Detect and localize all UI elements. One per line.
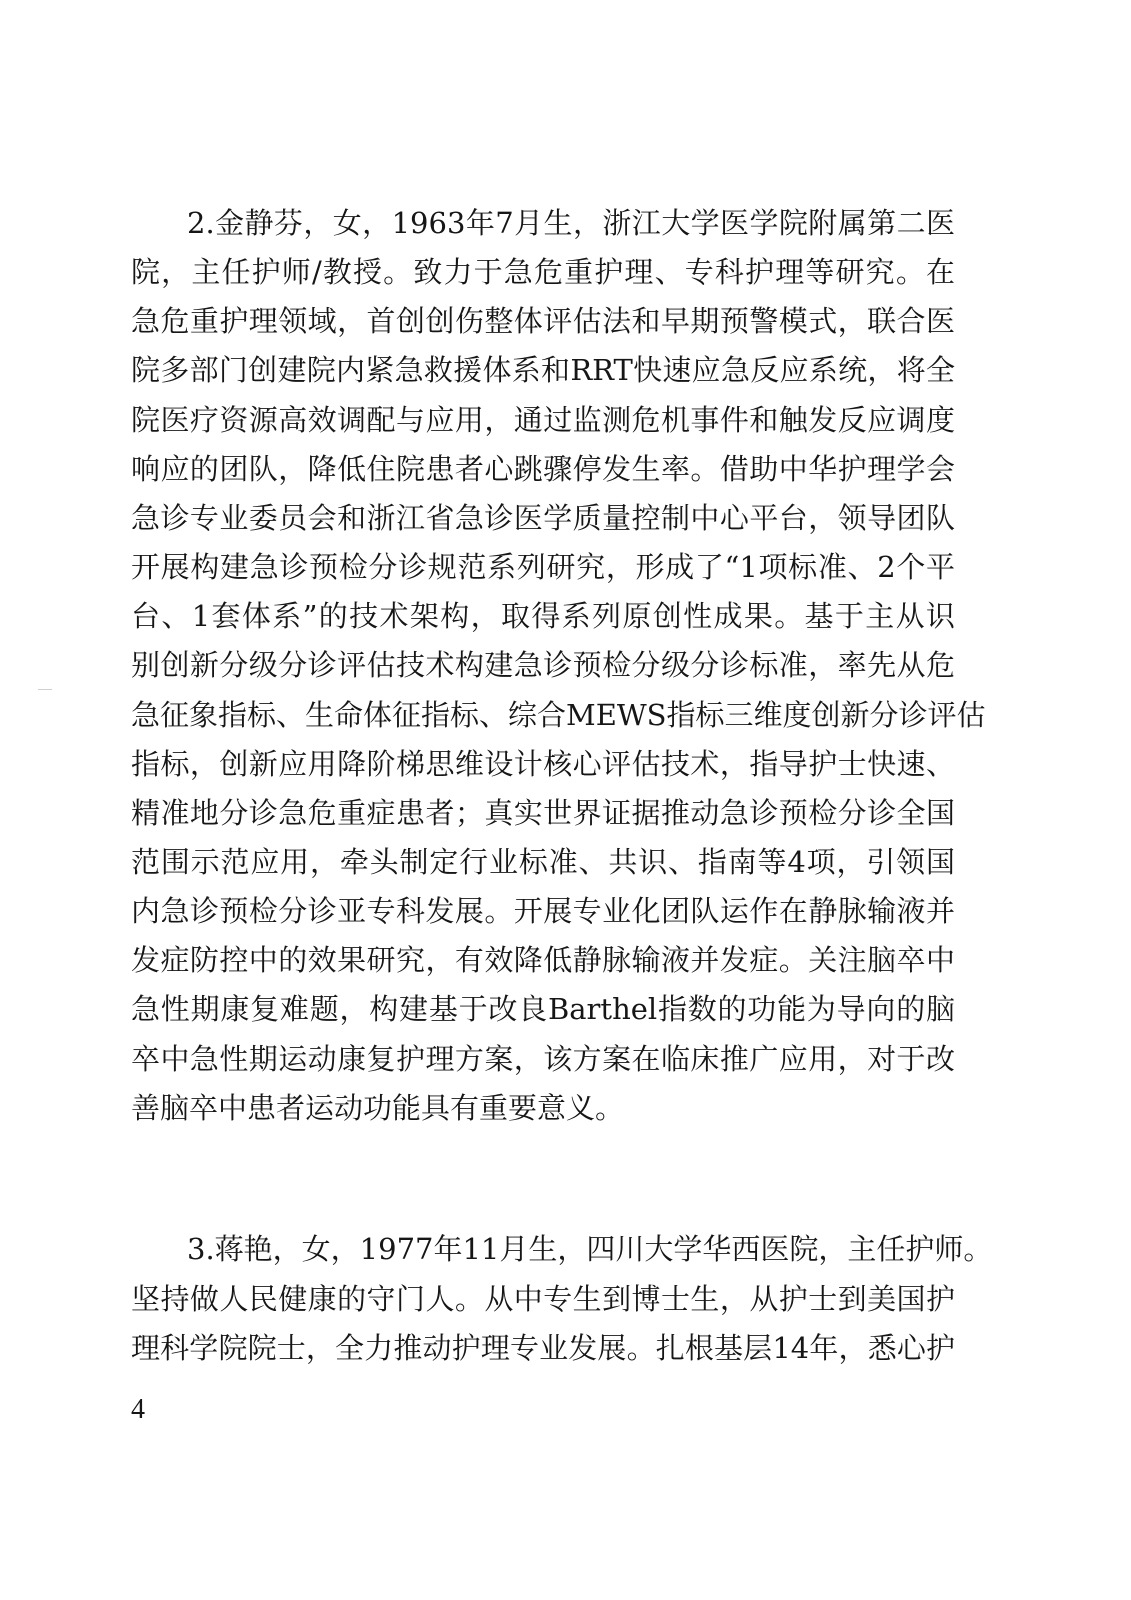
- text-line: [0, 933, 1131, 987]
- text-line: [0, 688, 1131, 742]
- text-line-content: 精准地分诊急危重症患者；真实世界证据推动急诊预检分诊全国: [131, 795, 955, 830]
- text-line-content: 卒中急性期运动康复护理方案，该方案在临床推广应用，对于改: [131, 1041, 955, 1076]
- text-line-content: 内急诊预检分诊亚专科发展。开展专业化团队运作在静脉输液并: [131, 894, 955, 929]
- text-line-content: 急诊专业委员会和浙江省急诊医学质量控制中心平台，领导团队: [131, 500, 955, 535]
- text-line-content: 发症防控中的效果研究，有效降低静脉输液并发症。关注脑卒中: [131, 943, 955, 978]
- text-line-content: 院医疗资源高效调配与应用，通过监测危机事件和触发反应调度: [131, 402, 955, 437]
- text-line: [0, 1321, 1131, 1375]
- text-line: [0, 540, 1131, 594]
- text-line-content: 坚持做人民健康的守门人。从中专生到博士生，从护士到美国护: [131, 1281, 955, 1316]
- text-line: [0, 1222, 1131, 1276]
- text-line-content: 开展构建急诊预检分诊规范系列研究，形成了“1项标准、2个平: [131, 550, 955, 585]
- text-line: [0, 294, 1131, 348]
- text-line-content: 院，主任护师/教授。致力于急危重护理、专科护理等研究。在: [131, 255, 955, 290]
- text-line-content: 急危重护理领域，首创创伤整体评估法和早期预警模式，联合医: [131, 304, 955, 339]
- text-line: [0, 1032, 1131, 1086]
- text-line-content: 3.蒋艳，女，1977年11月生，四川大学华西医院，主任护师。: [187, 1232, 993, 1266]
- text-line: [0, 835, 1131, 889]
- text-line-content: 理科学院院士，全力推动护理专业发展。扎根基层14年，悉心护: [131, 1331, 955, 1365]
- text-line: [0, 245, 1131, 299]
- text-line: [0, 982, 1131, 1036]
- text-line-content: 范围示范应用，牵头制定行业标准、共识、指南等4项，引领国: [131, 844, 955, 879]
- text-line: [0, 737, 1131, 791]
- text-line-content: 2.金静芬，女，1963年7月生，浙江大学医学院附属第二医: [187, 206, 955, 240]
- text-line-content: 急性期康复难题，构建基于改良Barthel指数的功能为导向的脑: [131, 992, 955, 1027]
- text-line-content: 急征象指标、生命体征指标、综合MEWS指标三维度创新分诊评估: [131, 697, 986, 732]
- text-line-content: 别创新分级分诊评估技术构建急诊预检分级分诊标准，率先从危: [131, 648, 955, 683]
- text-line: [0, 393, 1131, 447]
- text-line: [0, 1081, 1131, 1135]
- text-line-content: 响应的团队，降低住院患者心跳骤停发生率。借助中华护理学会: [131, 451, 955, 486]
- text-line: [0, 196, 1131, 250]
- text-line: [0, 343, 1131, 397]
- text-line: [0, 884, 1131, 938]
- text-line: [0, 442, 1131, 496]
- text-line: [0, 491, 1131, 545]
- text-line: [0, 1272, 1131, 1326]
- text-line: [0, 638, 1131, 692]
- text-line-content: 善脑卒中患者运动功能具有重要意义。: [131, 1090, 625, 1125]
- text-line-content: 台、1套体系”的技术架构，取得系列原创性成果。基于主从识: [131, 599, 955, 634]
- text-line: [0, 786, 1131, 840]
- page-number: 4: [131, 1394, 145, 1425]
- text-line-content: 院多部门创建院内紧急救援体系和RRT快速应急反应系统，将全: [131, 353, 955, 388]
- text-line-content: 指标，创新应用降阶梯思维设计核心评估技术，指导护士快速、: [131, 746, 955, 781]
- text-line: [0, 589, 1131, 643]
